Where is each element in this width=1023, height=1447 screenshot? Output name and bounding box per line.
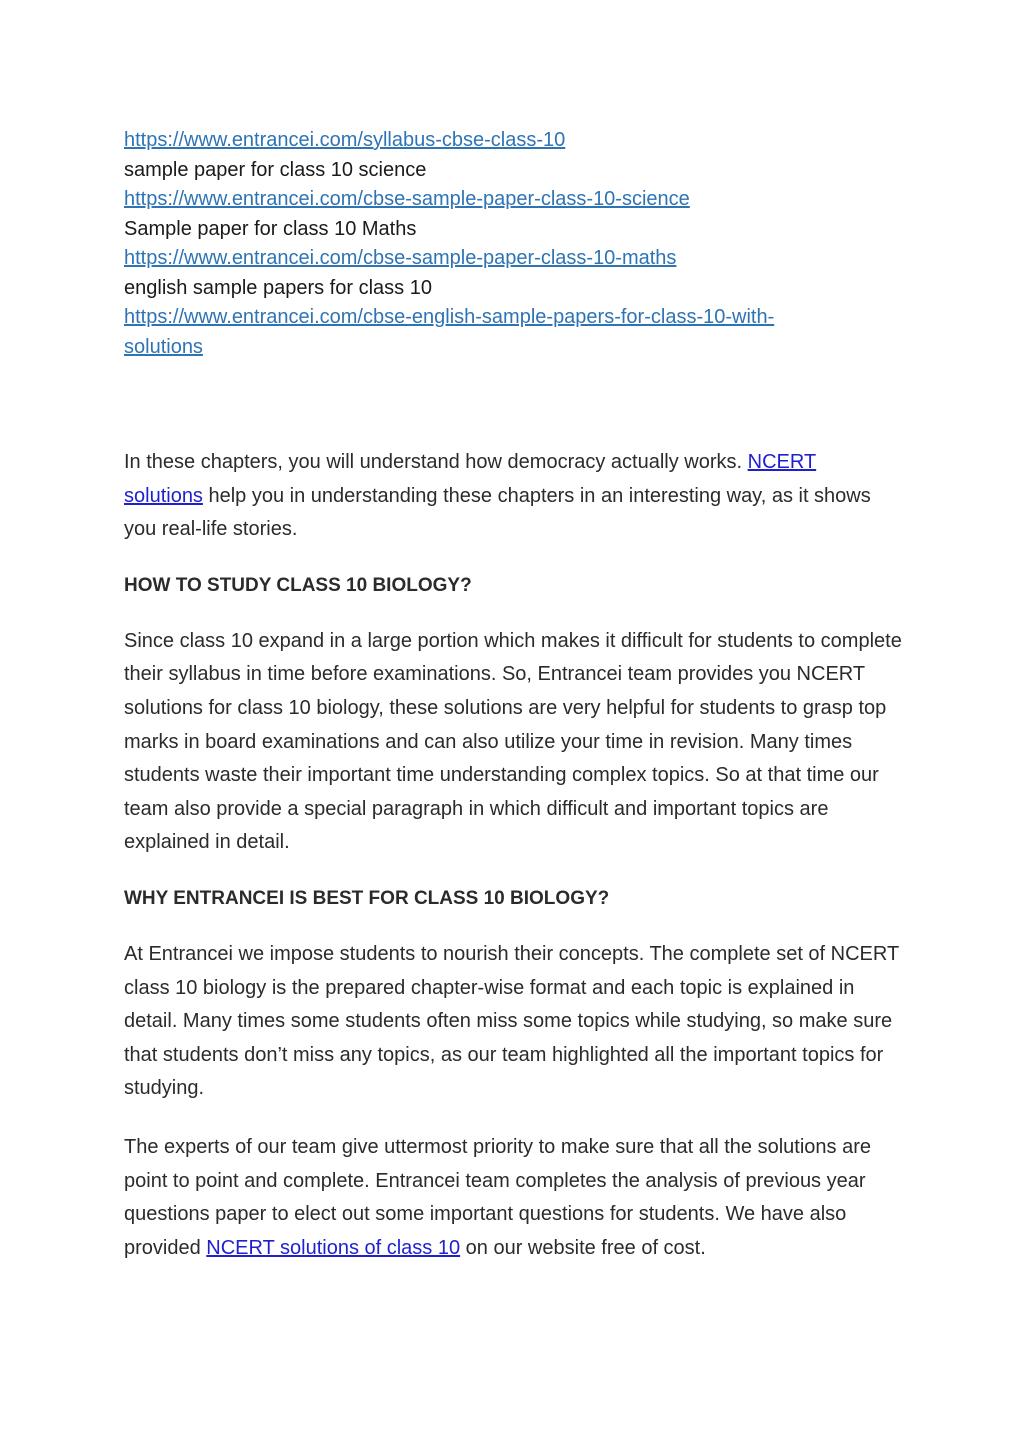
english-sample-label: english sample papers for class 10 — [124, 276, 432, 299]
science-sample-label: sample paper for class 10 science — [124, 158, 427, 181]
intro-text-before: In these chapters, you will understand how democracy actually works. — [124, 451, 748, 473]
why-entrancei-paragraph: At Entrancei we impose students to nourish their concepts. The complete set of NCERT class 10 biology is the prepared chapter-wise format and each topic is explained in detail. Many times some students often miss some topics while studying, so make sure that students don’t miss any topics, as our team highlighted all the important topics for studying. — [124, 942, 899, 1100]
sample-paper-links — [124, 126, 904, 362]
english-sample-link[interactable]: https://www.entrancei.com/cbse-english-sample-papers-for-class-10-with- — [124, 306, 775, 328]
closing-text-after: on our website free of cost. — [460, 1236, 706, 1259]
intro-text-after: help you in understanding these chapters in an interesting way, as it shows you real-life stories. — [124, 484, 871, 541]
ncert-solutions-link-continued[interactable]: solutions — [124, 484, 203, 507]
intro-paragraph — [124, 446, 904, 547]
how-to-study-paragraph: Since class 10 expand in a large portion which makes it difficult for students to complete their syllabus in time before examinations. So, Entrancei team provides you NCERT solutions for class 10 biology, these solutions are very helpful for students to grasp top marks in board examinations and can also utilize your time in revision. Many times students waste their important time understanding complex topics. So at that time our team also provide a special paragraph in which difficult and important topics are explained in detail. — [124, 629, 902, 854]
maths-sample-link[interactable]: https://www.entrancei.com/cbse-sample-paper-class-10-maths — [124, 247, 677, 269]
syllabus-link[interactable]: https://www.entrancei.com/syllabus-cbse-class-10 — [124, 129, 566, 151]
ncert-class-10-link[interactable]: NCERT solutions of class 10 — [206, 1236, 461, 1259]
section-heading-why-entrancei: WHY ENTRANCEI IS BEST FOR CLASS 10 BIOLOGY? — [124, 887, 610, 909]
document-page — [124, 126, 904, 1265]
section-heading-how-to-study: HOW TO STUDY CLASS 10 BIOLOGY? — [124, 574, 472, 596]
english-sample-link-continued[interactable]: solutions — [124, 335, 203, 358]
closing-text-before: The experts of our team give uttermost priority to make sure that all the solutions are point to point and complete. Entrancei team completes the analysis of previous year questions paper to elect out some important questions for students. We have also provided — [124, 1135, 872, 1259]
closing-paragraph — [124, 1131, 904, 1265]
science-sample-link[interactable]: https://www.entrancei.com/cbse-sample-paper-class-10-science — [124, 188, 690, 210]
maths-sample-label: Sample paper for class 10 Maths — [124, 217, 417, 240]
ncert-solutions-link[interactable]: NCERT — [747, 451, 817, 473]
